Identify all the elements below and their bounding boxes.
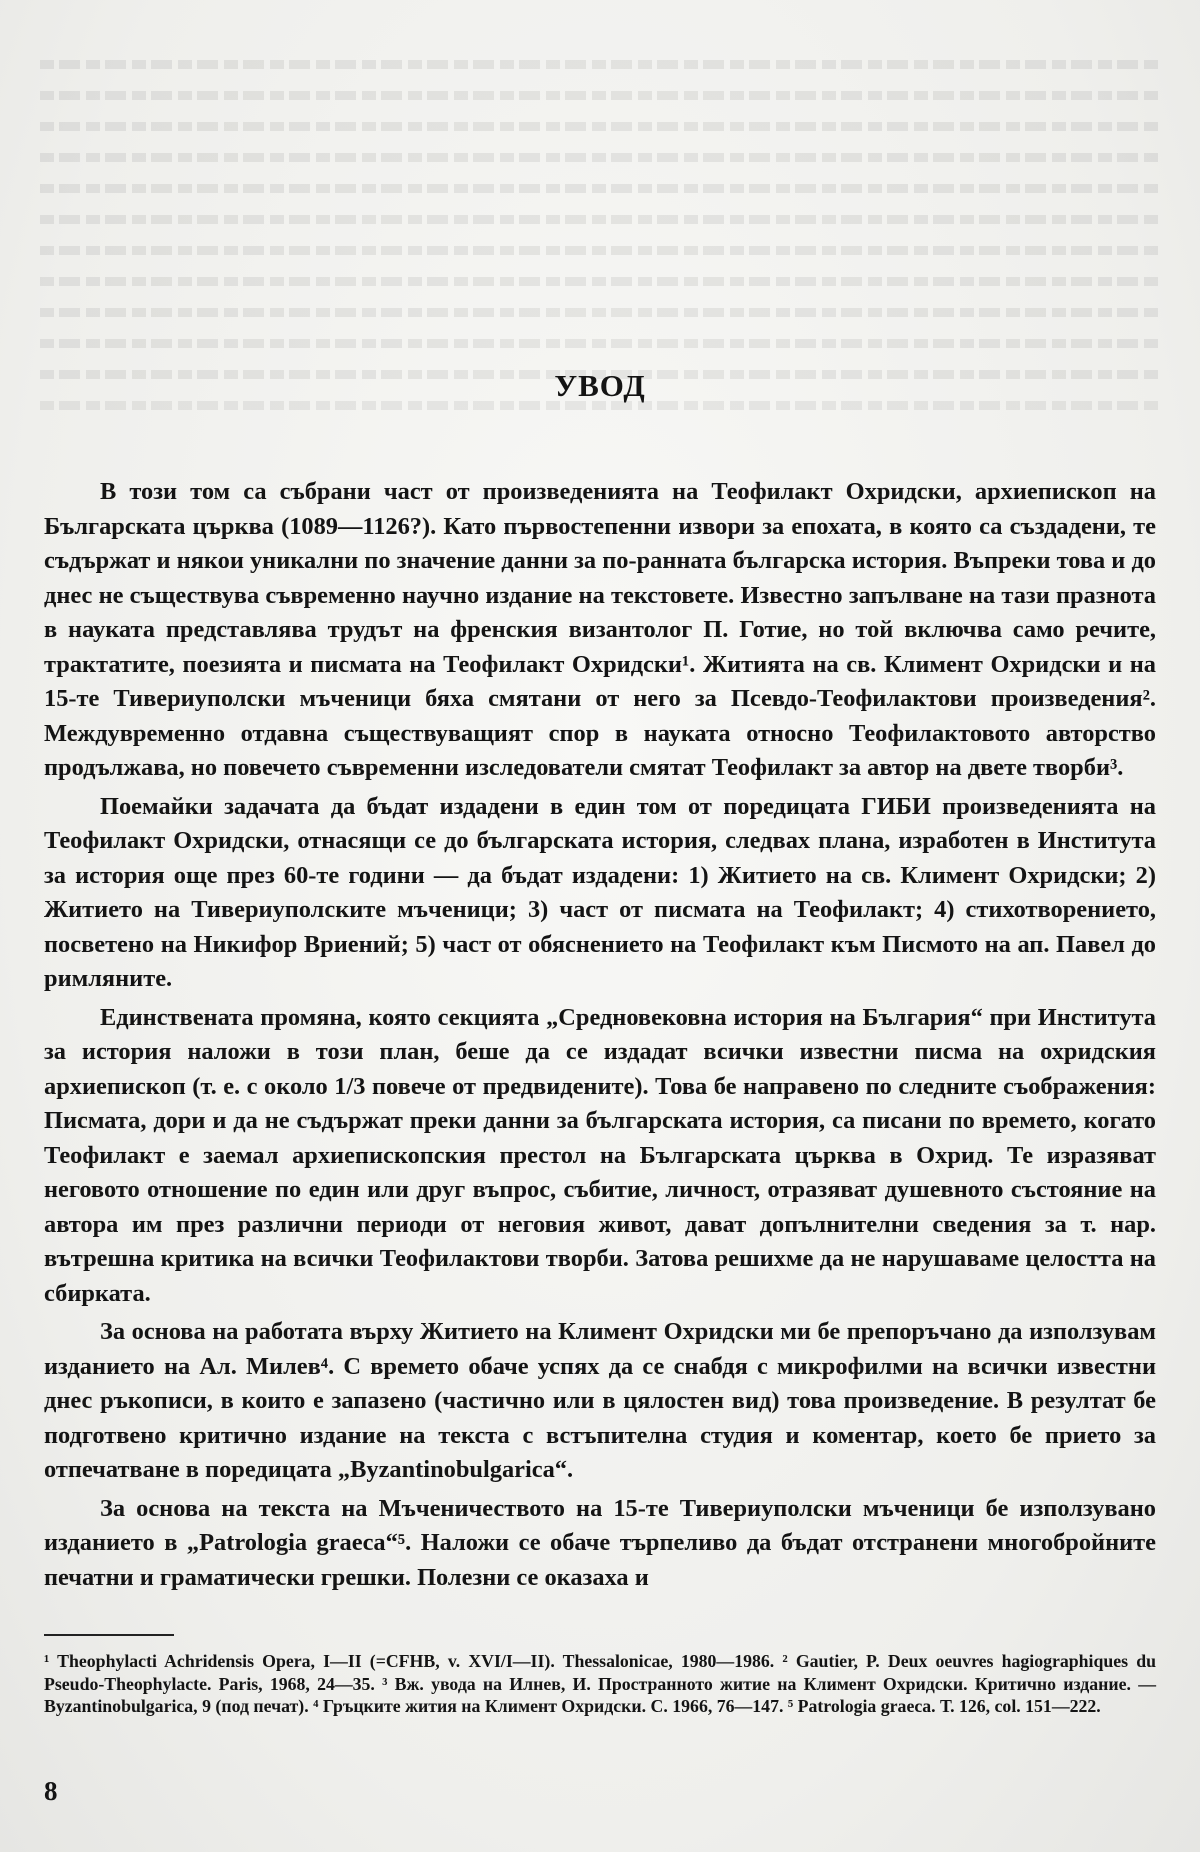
main-text [44,475,1156,1599]
footnotes [44,1634,1156,1718]
paragraph: Единствената промяна, която секцията „Средновековна история на България“ при Института за история наложи в този план, беше да се издадат всички известни писма на охридския архиепископ (т. е. с около 1/3 повече от предвидените). Това бе направено по следните съображения: Писмата, дори и да не съдържат преки данни за българската история, са писани по времето, когато Теофилакт е заемал архиепископския престол на Българската църква в Охрид. Те изразяват неговото отношение по един или друг въпрос, събитие, личност, отразяват душевното състояние на автора им през различни периоди от неговия живот, дават допълнителни сведения за т. нар. вътрешна критика на всички Теофилактови творби. Затова решихме да не нарушаваме целостта на сбирката. [44,1003,1156,1307]
paragraph: В този том са събрани част от произведенията на Теофилакт Охридски, архиепископ на Българската църква (1089—1126?). Като първостепенни извори за епохата, в която са създадени, те съдържат и някои уникални по значение данни за по-ранната българска история. Въпреки това и до днес не съществува съвременно научно издание на текстовете. Известно запълване на тази празнота в науката представлява трудът на френския византолог П. Готие, но той включва само речите, трактатите, поезията и писмата на Теофилакт Охридски¹. Житията на св. Климент Охридски и на 15-те Тивериуполски мъченици бяха смятани от него за Псевдо-Теофилактови произведения². Междувременно отдавна съществуващият спор в науката относно Теофилактовото авторство продължава, но повечето съвременни изследователи смятат Теофилакт за автор на двете творби³. [44,478,1156,781]
paragraph: За основа на текста на Мъченичеството на 15-те Тивериуполски мъченици бе използувано изданието в „Patrologia graeca“⁵. Наложи се обаче търпеливо да бъдат отстранени многобройните печатни и граматически грешки. Полезни се оказаха и [44,1494,1156,1591]
page-number: 8 [44,1776,58,1806]
chapter-title: УВОД [554,368,646,403]
footnote-divider [44,1634,174,1636]
footnote-text: ¹ Theophylacti Achridensis Opera, I—II (=CFHB, v. XVI/I—II). Thessalonicae, 1980—1986. ² Gautier, P. Deux oeuvres hagiographiques du Pseudo-Theophylacte. Paris, 1968, 24—35. ³ Вж. увода на Илнев, И. Пространното житие на Климент Охридски. Критично издание. — Byzantinobulgarica, 9 (под печат). ⁴ Гръцките жития на Климент Охридски. С. 1966, 76—147. ⁵ Patrologia graeca. Т. 126, col. 151—222. [44,1651,1156,1716]
paragraph: За основа на работата върху Житието на Климент Охридски ми бе препоръчано да използувам изданието на Ал. Милев⁴. С времето обаче успях да се снабдя с микрофилми на всички известни днес ръкописи, в които е запазено (частично или в цялостен вид) това произведение. В резултат бе подготвено критично издание на текста с встъпителна студия и коментар, което бе прието за отпечатване в поредицата „Byzantinobulgarica“. [44,1318,1156,1483]
paragraph: Поемайки задачата да бъдат издадени в един том от поредицата ГИБИ произведенията на Теофилакт Охридски, отнасящи се до българската история, следвах плана, изработен в Института за история още през 60-те години — да бъдат издадени: 1) Житието на св. Климент Охридски; 2) Житието на Тивериуполските мъченици; 3) част от писмата на Теофилакт; 4) стихотворението, посветено на Никифор Вриений; 5) част от обяснението на Теофилакт към Писмото на ап. Павел до римляните. [44,792,1156,992]
